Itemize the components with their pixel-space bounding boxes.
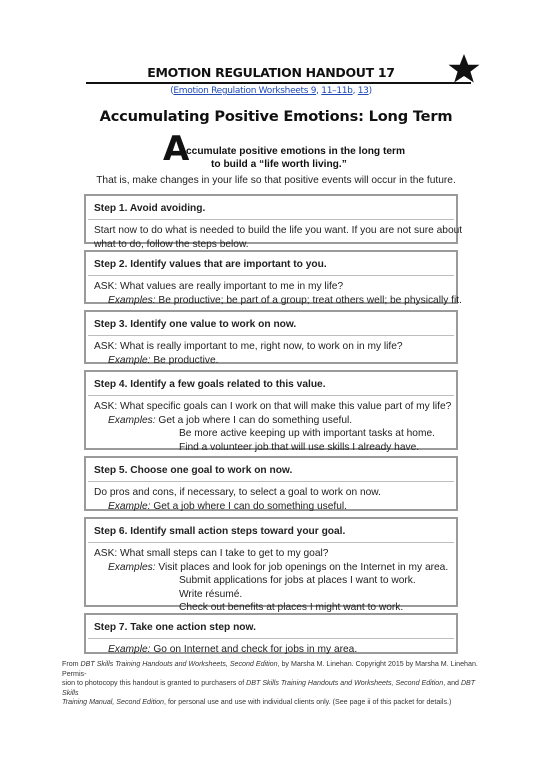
step-ask: ASK: What is really important to me, right now, to work on in my life? [94, 341, 403, 352]
example-text: Submit applications for jobs at places I want to work. [179, 575, 416, 586]
step-box-5 [84, 456, 458, 511]
refs-close-paren: ) [368, 86, 372, 96]
worksheet-references [86, 86, 456, 96]
footer-text: , for personal use and use with individual clients only. (See page ii of this packet for details.) [164, 698, 452, 706]
example-label: Examples: [108, 561, 156, 573]
step-ask: Do pros and cons, if necessary, to select a goal to work on now. [94, 487, 381, 498]
step-example [94, 500, 448, 514]
example-label: Example: [108, 354, 151, 366]
example-text: Go on Internet and check for jobs in my area. [153, 644, 358, 655]
footer-text: sion to photocopy this handout is granted to purchasers of [62, 679, 247, 687]
step-title: Step 4. Identify a few goals related to this value. [94, 379, 326, 390]
step-ask: ASK: What specific goals can I work on that will make this value part of my life? [94, 401, 452, 412]
step-title: Step 5. Choose one goal to work on now. [94, 465, 293, 476]
worksheet-link-9[interactable]: Emotion Regulation Worksheets 9 [173, 86, 317, 96]
intro-line-1: ccumulate positive emotions in the long term [186, 146, 406, 157]
step-box-3 [84, 310, 458, 364]
example-text: Be productive; be part of a group; treat others well; be physically fit. [158, 294, 462, 306]
example-text: Write résumé. [179, 588, 243, 600]
step-ask: ASK: What small steps can I take to get to my goal? [94, 548, 329, 559]
step-example [94, 643, 448, 657]
refs-open-paren: ( [170, 86, 174, 96]
step-divider [88, 638, 454, 639]
step-divider [88, 395, 454, 396]
step-box-4 [84, 370, 458, 453]
step-title: Step 2. Identify values that are important to you. [94, 259, 327, 270]
step-title: Step 3. Identify one value to work on now. [94, 319, 297, 330]
step-divider [88, 481, 454, 482]
footer-text: , by Marsha M. Linehan. Copyright 2015 by Marsha M. Linehan. Permis- [62, 660, 478, 678]
step-box-6 [84, 517, 458, 613]
example-text: Find a volunteer job that will use skills I already have. [179, 441, 420, 453]
footer-text: , and [443, 679, 461, 687]
step-example [94, 561, 448, 575]
step-box-1 [84, 194, 463, 250]
page-title: Accumulating Positive Emotions: Long Term [99, 108, 453, 125]
handout-header [86, 66, 456, 80]
example-text: Visit places and look for job openings on the Internet in my area. [158, 561, 449, 573]
footer-text: From [62, 660, 81, 668]
example-text: Be productive. [153, 354, 219, 366]
worksheet-link-11[interactable]: 11–11b [321, 86, 353, 96]
step-divider [88, 275, 454, 276]
star-icon [447, 52, 481, 86]
footer-book-title: Training Manual, Second Edition [62, 698, 164, 706]
step-example [94, 414, 448, 428]
footer-book-title: DBT Skills [62, 679, 476, 697]
footer-book-title: DBT Skills Training Handouts and Worksheets, Second Edition [80, 660, 278, 668]
example-text: Get a job where I can do something useful. [153, 500, 347, 512]
step-divider [88, 219, 454, 220]
step-divider [88, 335, 454, 336]
intro-lead: That is, make changes in your life so that positive events will occur in the future. [96, 175, 456, 186]
step-example [94, 294, 462, 308]
handout-title: EMOTION REGULATION HANDOUT 17 [147, 65, 395, 80]
step-example [94, 354, 448, 368]
example-text: Check out benefits at places I might want to work. [179, 602, 404, 613]
step-title: Step 6. Identify small action steps toward your goal. [94, 526, 346, 537]
step-text: what to do, follow the steps below. [94, 238, 249, 250]
example-label: Examples: [108, 414, 156, 426]
example-label: Example: [108, 644, 151, 655]
header-divider [86, 82, 471, 84]
example-label: Example: [108, 500, 151, 512]
copyright-footer [62, 660, 490, 708]
step-box-7 [84, 613, 458, 654]
example-text: Get a job where I can do something useful. [158, 414, 353, 426]
step-divider [88, 542, 454, 543]
example-text: Be more active keeping up with important tasks at home. [179, 428, 435, 439]
intro-line-2: to build a “life worth living.” [211, 159, 347, 170]
worksheet-link-13[interactable]: 13 [357, 86, 369, 96]
example-label: Examples: [108, 294, 156, 306]
refs-separator: , [352, 86, 358, 96]
step-title: Step 7. Take one action step now. [94, 622, 256, 633]
drop-cap: A [163, 129, 190, 169]
step-ask: ASK: What values are really important to me in my life? [94, 281, 344, 292]
footer-book-title: DBT Skills Training Handouts and Worksheets, Second Edition [246, 679, 444, 687]
step-box-2 [84, 250, 462, 306]
refs-separator: , [316, 86, 322, 96]
step-text: Start now to do what is needed to build the life you want. If you are not sure about [94, 225, 463, 236]
step-title: Step 1. Avoid avoiding. [94, 203, 206, 214]
